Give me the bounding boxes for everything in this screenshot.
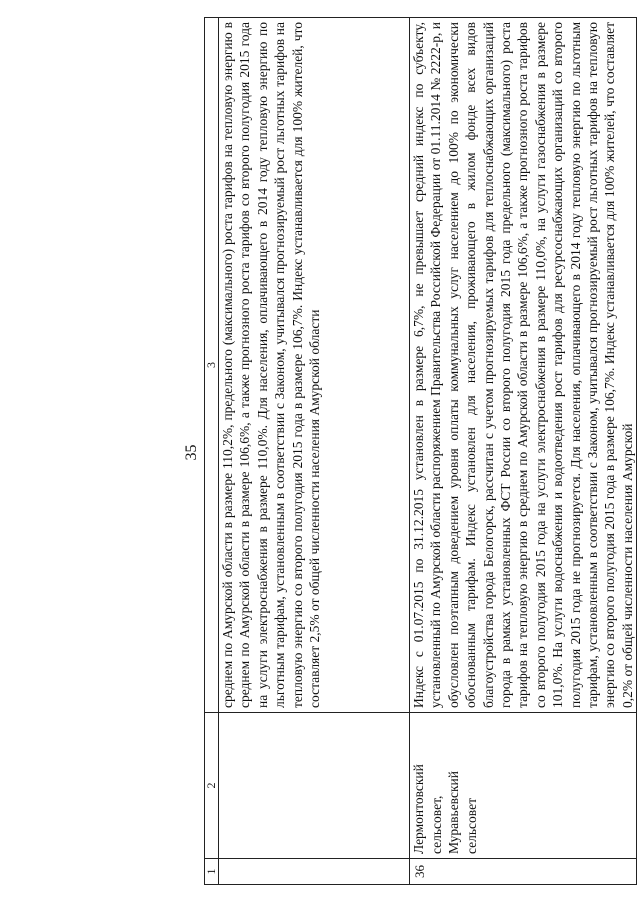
index-description: среднем по Амурской области в размере 110,2%, предельного (максимального) роста тарифов на тепловую энергию в среднем по Амурской области в размере 106,6%, а также прогнозного роста тарифов со второго полугодия 2015 года на услуги электроснабжения в размере 110,0%. Для населения, оплачивающего в 2014 году тепловую энергию по льготным тарифам, установленным в соответствии с Законом, учитывался прогнозируемый рост льготных тарифов на тепловую энергию со второго полугодия 2015 года в размере 106,7%. Индекс устанавливается для 100% жителей, что составляет 2,5% от общей численности населения Амурской области: [219, 18, 410, 713]
tariff-table: [204, 17, 637, 885]
table-row: [410, 18, 637, 885]
row-number: 36: [410, 859, 637, 885]
header-col-1: 1: [205, 859, 219, 885]
row-number: [219, 859, 410, 885]
table-row: [219, 18, 410, 885]
municipality-name: [219, 713, 410, 859]
index-description: Индекс с 01.07.2015 по 31.12.2015 установлен в размере 6,7%, не превышает средний индекс по субъекту, установленный по Амурской области распоряжением Правительства Российской Федерации от 01.11.2014 № 2222-р, и обусловлен поэтапным доведением уровня оплаты коммунальных услуг населением до 100% по экономически обоснованным тарифам. Индекс установлен для населения, проживающего в жилом фонде всех видов благоустройства города Белогорск, рассчитан с учетом прогнозируемых тарифов для теплоснабжающих организаций города в рамках установленных ФСТ России со второго полугодия 2015 года предельного (максимального) роста тарифов на тепловую энергию в среднем по Амурской области в размере 106,6%, а также прогнозного роста тарифов со второго полугодия 2015 года на услуги электроснабжения в размере 110,0%, на услуги газоснабжения в размере 101,0%. На услуги водоснабжения и водоотведения рост тарифов для ресурсоснабжающих организаций со второго полугодия 2015 года не прогнозируется. Для населения, оплачивающего в 2014 году тепловую энергию по льготным тарифам, установленным в соответствии с Законом, учитывался прогнозируемый рост льготных тарифов на тепловую энергию со второго полугодия 2015 года в размере 106,7%. Индекс устанавливается для 100% жителей, что составляет 0,2% от общей численности населения Амурской: [410, 18, 637, 713]
page-number: 35: [183, 444, 200, 461]
municipality-name: Лермонтовский сельсовет, Муравьевский сельсовет: [410, 713, 637, 859]
table-header-row: [205, 18, 219, 885]
header-col-2: 2: [205, 713, 219, 859]
header-col-3: 3: [205, 18, 219, 713]
